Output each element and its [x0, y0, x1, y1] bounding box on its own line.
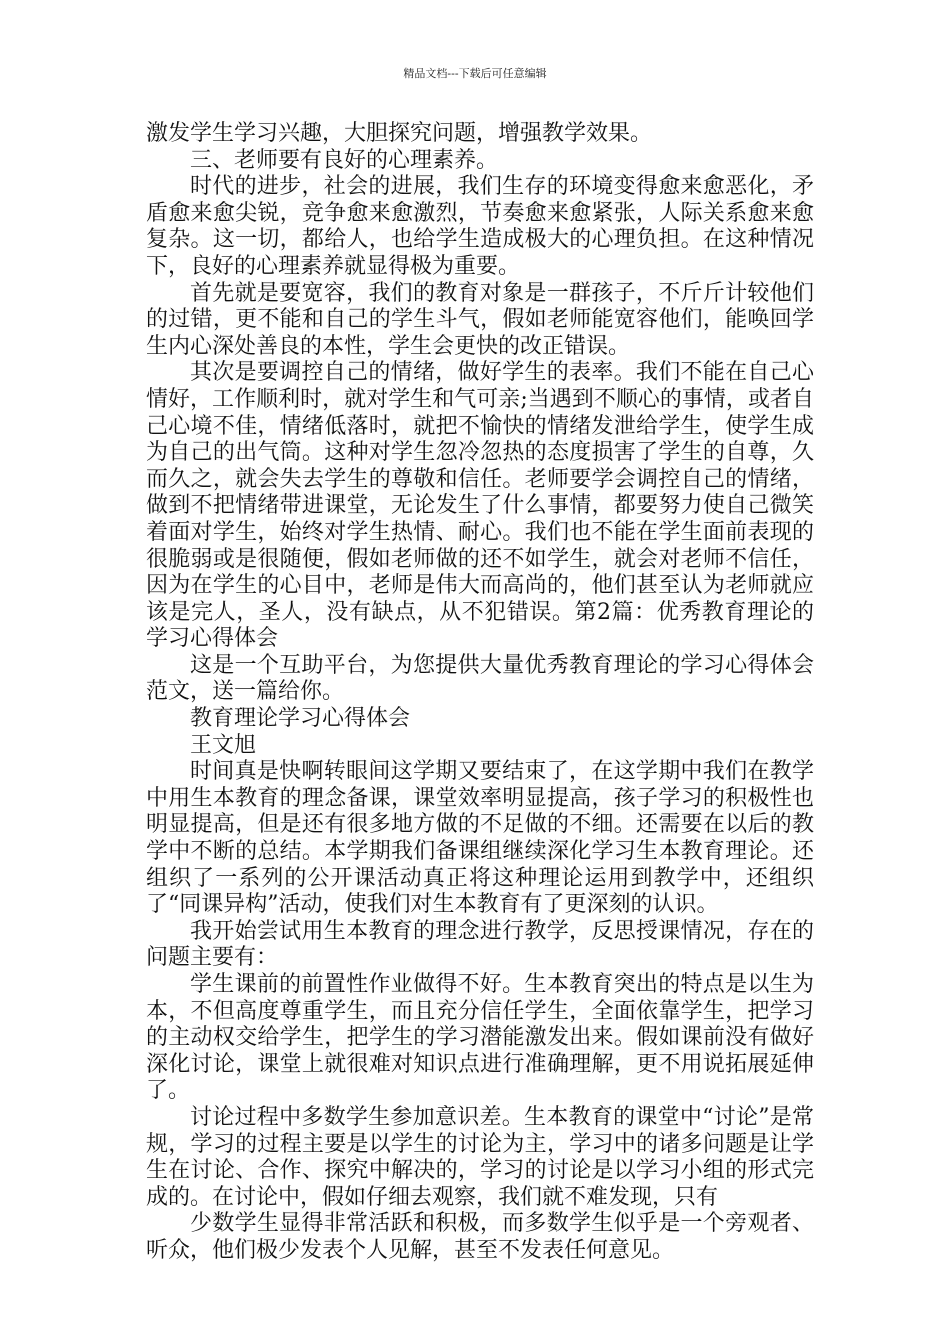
author-name: 王文旭: [190, 732, 257, 758]
section-heading: 三、老师要有良好的心理素养。: [190, 147, 499, 173]
paragraph: 其次是要调控自己的情绪，做好学生的表率。我们不能在自己心情好，工作顺利时，就对学生和气可亲;当遇到不顺心的事情，或者自己心境不佳，情绪低落时，就把不愉快的情绪发泄给学生，使学生成为自己的出气筒。这种对学生忽冷忽热的态度损害了学生的自尊，久而久之，就会失去学生的尊敬和信任。老师要学会调控自己的情绪，做到不把情绪带进课堂，无论发生了什么事情，都要努力使自己微笑着面对学生，始终对学生热情、耐心。我们也不能在学生面前表现的很脆弱或是很随便，假如老师做的还不如学生，就会对老师不信任，因为在学生的心目中，老师是伟大而高尚的，他们甚至认为老师就应该是完人，圣人，没有缺点，从不犯错误。第2篇：优秀教育理论的学习心得体会: [146, 360, 814, 652]
paragraph: 少数学生显得非常活跃和积极，而多数学生似乎是一个旁观者、听众，他们极少发表个人见解，甚至不发表任何意见。: [146, 1211, 814, 1263]
paragraph: 讨论过程中多数学生参加意识差。生本教育的课堂中“讨论”是常规，学习的过程主要是以学生的讨论为主，学习中的诸多问题是让学生在讨论、合作、探究中解决的，学习的讨论是以学习小组的形式完成的。在讨论中，假如仔细去观察，我们就不难发现，只有: [146, 1104, 814, 1210]
document-body: [146, 121, 814, 1265]
paragraph: 我开始尝试用生本教育的理念进行教学，反思授课情况，存在的问题主要有：: [146, 918, 814, 971]
paragraph: 激发学生学习兴趣，大胆探究问题，增强教学效果。: [146, 121, 653, 146]
paragraph: 时间真是快啊转眼间这学期又要结束了，在这学期中我们在教学中用生本教育的理念备课，课堂效率明显提高，孩子学习的积极性也明显提高，但是还有很多地方做的不足做的不细。还需要在以后的教学中不断的总结。本学期我们备课组继续深化学习生本教育理论。还组织了一系列的公开课活动真正将这种理论运用到教学中，还组织了“同课异构”活动，使我们对生本教育有了更深刻的认识。: [146, 759, 814, 918]
article-title: 教育理论学习心得体会: [190, 706, 411, 732]
paragraph: 时代的进步，社会的进展，我们生存的环境变得愈来愈恶化，矛盾愈来愈尖锐，竞争愈来愈激烈，节奏愈来愈紧张，人际关系愈来愈复杂。这一切，都给人，也给学生造成极大的心理负担。在这种情况下，良好的心理素养就显得极为重要。: [146, 174, 814, 279]
paragraph: 学生课前的前置性作业做得不好。生本教育突出的特点是以生为本，不但高度尊重学生，而且充分信任学生，全面依靠学生，把学习的主动权交给学生，把学生的学习潜能激发出来。假如课前没有做好深化讨论，课堂上就很难对知识点进行准确理解，更不用说拓展延伸了。: [146, 972, 814, 1104]
paragraph: 这是一个互助平台，为您提供大量优秀教育理论的学习心得体会范文，送一篇给你。: [146, 652, 814, 705]
paragraph: 首先就是要宽容，我们的教育对象是一群孩子，不斤斤计较他们的过错，更不能和自己的学生斗气，假如老师能宽容他们，能唤回学生内心深处善良的本性，学生会更快的改正错误。: [146, 280, 814, 359]
page-header: 精品文档---下载后可任意编辑: [403, 67, 547, 80]
